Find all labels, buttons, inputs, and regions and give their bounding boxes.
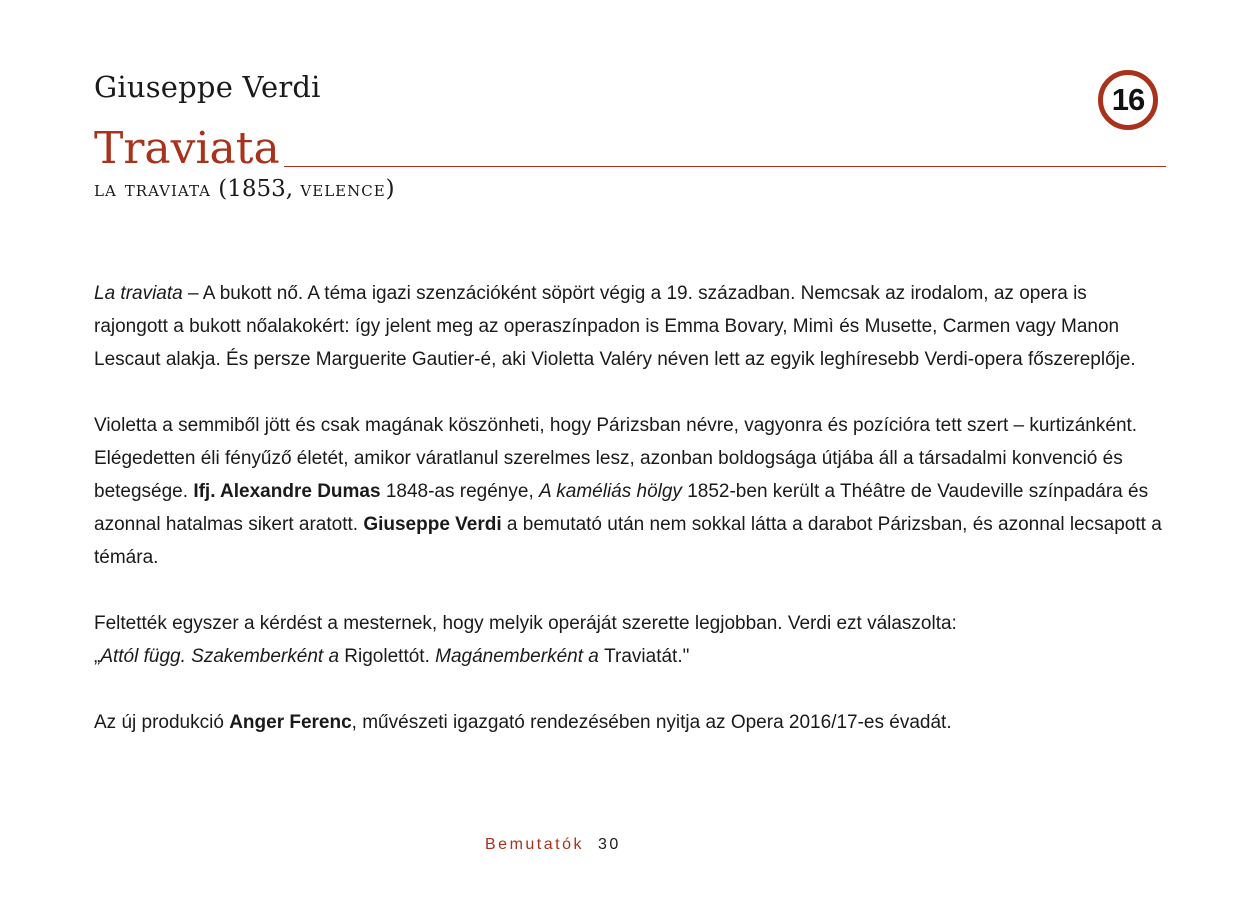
author-name: Ifj. Alexandre Dumas bbox=[193, 481, 381, 502]
production-text-1: Az új produkció bbox=[94, 712, 230, 733]
opera-title: Traviata bbox=[94, 123, 280, 174]
director-name: Anger Ferenc bbox=[229, 712, 352, 733]
page-number: 30 bbox=[597, 836, 621, 853]
article-body bbox=[94, 277, 1164, 739]
opera-subtitle bbox=[94, 176, 395, 202]
quote-traviata: Traviatát. bbox=[604, 646, 683, 667]
quote-italic-1: Attól függ. Szakemberként a bbox=[100, 646, 345, 667]
composer-name: Giuseppe Verdi bbox=[94, 70, 321, 104]
page-footer bbox=[485, 836, 621, 854]
original-title: la traviata bbox=[94, 177, 211, 202]
quote-open: „ bbox=[94, 646, 101, 667]
intro-text: – A bukott nő. A téma igazi szenzációként söpört végig a 19. században. Nemcsak az irodalom, az opera is rajongott a bukott nőalakokért: így jelent meg az operaszínpadon is Emma Bovary, Mimì és Musette, Carmen vagy Manon Lescaut alakja. És persze Marguerite Gautier-é, aki Violetta Valéry néven lett az egyik leghíresebb Verdi-opera főszereplője. bbox=[94, 283, 1136, 370]
footer-section-label: Bemutatók bbox=[485, 836, 584, 853]
quote-intro: Feltették egyszer a kérdést a mesternek, hogy melyik operáját szerette legjobban. Verdi ezt válaszolta: bbox=[94, 613, 957, 634]
age-rating-badge: 16 bbox=[1098, 70, 1158, 130]
paragraph-story bbox=[94, 409, 1164, 574]
production-text-2: , művészeti igazgató rendezésében nyitja az Opera 2016/17-es évadát. bbox=[351, 712, 952, 733]
novel-title: A kaméliás hölgy bbox=[539, 481, 682, 502]
paragraph-intro bbox=[94, 277, 1164, 376]
title-divider bbox=[284, 166, 1166, 167]
subtitle-close: ) bbox=[385, 176, 395, 202]
quote-italic-2: Magánemberként a bbox=[435, 646, 605, 667]
quote-rigoletto: Rigolettót. bbox=[344, 646, 436, 667]
premiere-city: velence bbox=[300, 177, 386, 202]
intro-italic-title: La traviata bbox=[94, 283, 183, 304]
paragraph-production bbox=[94, 706, 1164, 739]
quote-close: " bbox=[682, 646, 690, 667]
composer-bold: Giuseppe Verdi bbox=[363, 514, 502, 535]
story-text-2: 1848-as regénye, bbox=[380, 481, 540, 502]
premiere-year: (1853, bbox=[218, 176, 301, 202]
story-text-4: a bemutató után nem sokkal látta a darabot Párizsban, és azonnal lecsapott a témára. bbox=[94, 514, 1162, 568]
story-text-1: Violetta a semmiből jött és csak magának köszönheti, hogy Párizsban névre, vagyonra és pozícióra tett szert – kurtizánként. Elégedetten éli fényűző életét, amikor váratlanul szerelmes lesz, azonban boldogsága útjába áll a társadalmi konvenció és betegsége. bbox=[94, 415, 1138, 502]
story-text-3: 1852-ben került a Théâtre de Vaudeville színpadára és azonnal hatalmas sikert aratott. bbox=[94, 481, 1149, 535]
paragraph-quote bbox=[94, 607, 1164, 673]
title-row bbox=[94, 124, 1166, 174]
